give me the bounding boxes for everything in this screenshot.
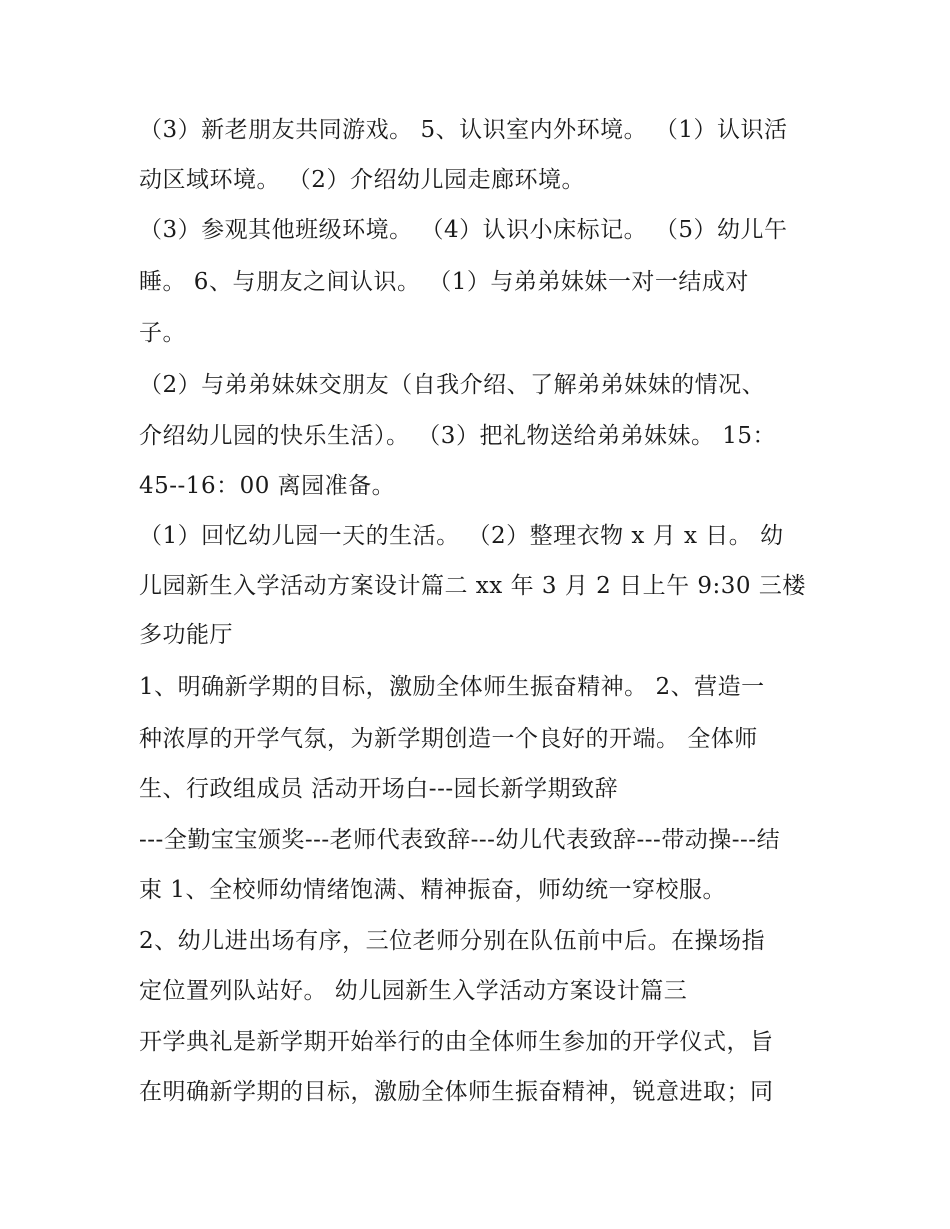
text-line: 定位置列队站好。 幼儿园新生入学活动方案设计篇三 [139, 978, 688, 1004]
text-line: 睡。 6、与朋友之间认识。 （1）与弟弟妹妹一对一结成对 [139, 269, 749, 295]
text-line: 儿园新生入学活动方案设计篇二 xx 年 3 月 2 日上午 9:30 三楼 [139, 573, 806, 599]
text-line: （1）回忆幼儿园一天的生活。 （2）整理衣物 x 月 x 日。 幼 [139, 523, 784, 549]
text-line: （2）与弟弟妹妹交朋友（自我介绍、了解弟弟妹妹的情况、 [139, 372, 766, 398]
text-line: 种浓厚的开学气氛，为新学期创造一个良好的开端。 全体师 [139, 726, 758, 752]
text-line: 45--16：00 离园准备。 [139, 473, 396, 499]
text-line: 束 1、全校师幼情绪饱满、精神振奋，师幼统一穿校服。 [139, 877, 726, 903]
text-line: 2、幼儿进出场有序，三位老师分别在队伍前中后。在操场指 [139, 928, 766, 954]
text-line: （3）参观其他班级环境。 （4）认识小床标记。 （5）幼儿午 [139, 217, 788, 243]
text-line: 生、行政组成员 活动开场白---园长新学期致辞 [139, 776, 619, 802]
text-line: 子。 [139, 320, 186, 346]
text-line: 介绍幼儿园的快乐生活）。 （3）把礼物送给弟弟妹妹。 15： [139, 423, 777, 449]
text-line: 动区域环境。 （2）介绍幼儿园走廊环境。 [139, 167, 585, 193]
text-line: 在明确新学期的目标，激励全体师生振奋精神，锐意进取；同 [139, 1079, 774, 1105]
text-line: ---全勤宝宝颁奖---老师代表致辞---幼儿代表致辞---带动操---结 [139, 827, 781, 853]
text-line: 多功能厅 [139, 622, 233, 648]
text-line: 1、明确新学期的目标，激励全体师生振奋精神。 2、营造一 [139, 674, 765, 700]
text-line: 开学典礼是新学期开始举行的由全体师生参加的开学仪式，旨 [139, 1029, 774, 1055]
text-line: （3）新老朋友共同游戏。 5、认识室内外环境。 （1）认识活 [139, 117, 788, 143]
